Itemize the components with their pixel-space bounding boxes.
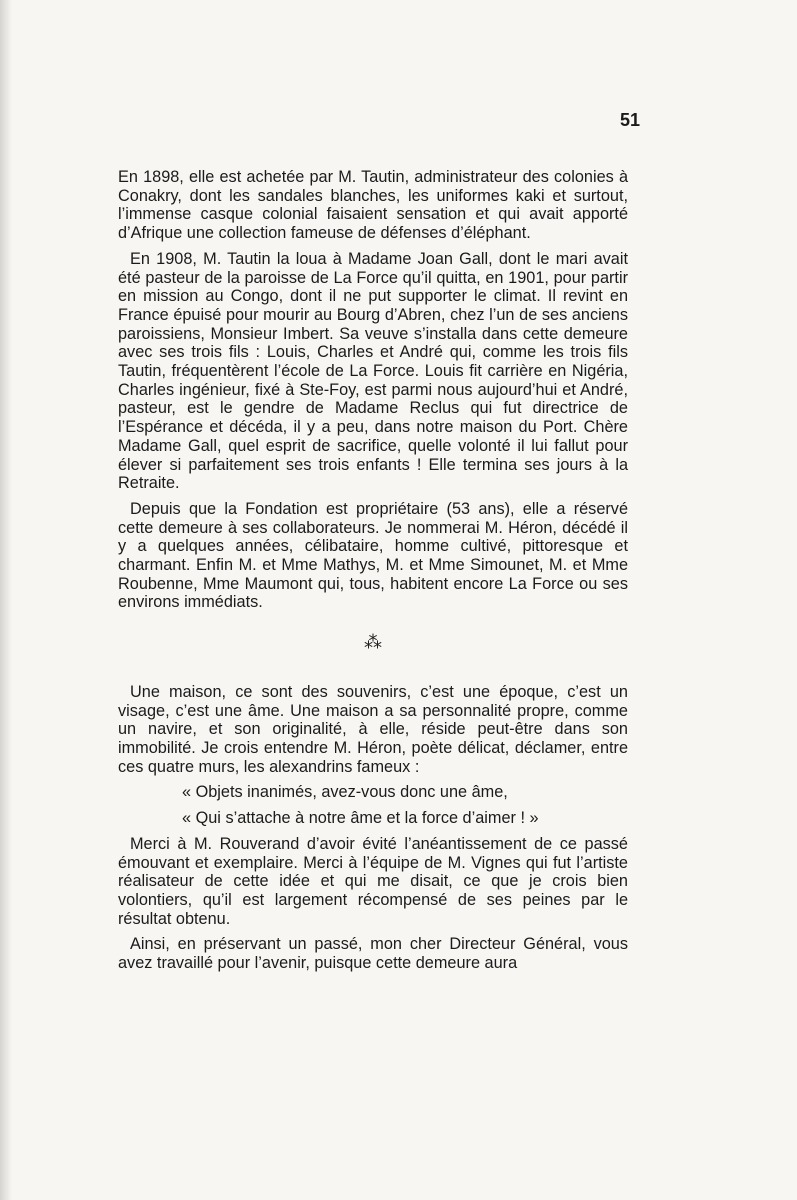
- paragraph-4: Une maison, ce sont des souvenirs, c’est une époque, c’est un visage, c’est une âme. Une maison a sa personnalité propre, comme un navire, et son originalité, à elle, réside peut-être dans son immobilité. Je crois entendre M. Héron, poète délicat, déclamer, entre ces quatre murs, les alexandrins fameux :: [118, 682, 628, 776]
- quote-line-1: « Objets inanimés, avez-vous donc une âme,: [182, 783, 508, 802]
- paragraph-3: Depuis que la Fondation est propriétaire (53 ans), elle a réservé cette demeure à ses collaborateurs. Je nommerai M. Héron, décédé il y a quelques années, célibataire, homme cultivé, pittoresque et charmant. Enfin M. et Mme Mathys, M. et Mme Simounet, M. et Mme Roubenne, Mme Maumont qui, tous, habitent encore La Force ou ses environs immédiats.: [118, 499, 628, 612]
- paragraph-5: Merci à M. Rouverand d’avoir évité l’anéantissement de ce passé émouvant et exemplaire. Merci à l’équipe de M. Vignes qui fut l’artiste réalisateur de cette idée et qui me disait, ce que je crois bien volontiers, qu’il est largement récompensé de ses peines par le résultat obtenu.: [118, 834, 628, 928]
- body-text: [118, 168, 628, 980]
- quote-line-2: « Qui s’attache à notre âme et la force d’aimer ! »: [182, 809, 539, 828]
- paragraph-1: En 1898, elle est achetée par M. Tautin, administrateur des colonies à Conakry, dont les sandales blanches, les uniformes kaki et surtout, l’immense casque colonial faisaient sensation et qui avait apporté d’Afrique une collection fameuse de défenses d’éléphant.: [118, 168, 628, 243]
- paragraph-2: En 1908, M. Tautin la loua à Madame Joan Gall, dont le mari avait été pasteur de la paroisse de La Force qu’il quitta, en 1901, pour partir en mission au Congo, dont il ne put supporter le climat. Il revint en France épuisé pour mourir au Bourg d’Abren, chez l’un de ses anciens paroissiens, Monsieur Imbert. Sa veuve s’installa dans cette demeure avec ses trois fils : Louis, Charles et André qui, comme les trois fils Tautin, fréquentèrent l’école de La Force. Louis fit carrière en Nigéria, Charles ingénieur, fixé à Ste-Foy, est parmi nous aujourd’hui et André, pasteur, est le gendre de Madame Reclus qui fut directrice de l’Espérance et décéda, il y a peu, dans notre maison du Port. Chère Madame Gall, quel esprit de sacrifice, quelle volonté il lui fallut pour élever si parfaitement ses trois enfants ! Elle termina ses jours à la Retraite.: [118, 249, 628, 493]
- section-ornament: ⁂: [364, 632, 382, 654]
- paragraph-6: Ainsi, en préservant un passé, mon cher Directeur Général, vous avez travaillé pour l’avenir, puisque cette demeure aura: [118, 935, 628, 973]
- page-number: 51: [620, 110, 641, 130]
- page-binding-shadow: [0, 0, 12, 1200]
